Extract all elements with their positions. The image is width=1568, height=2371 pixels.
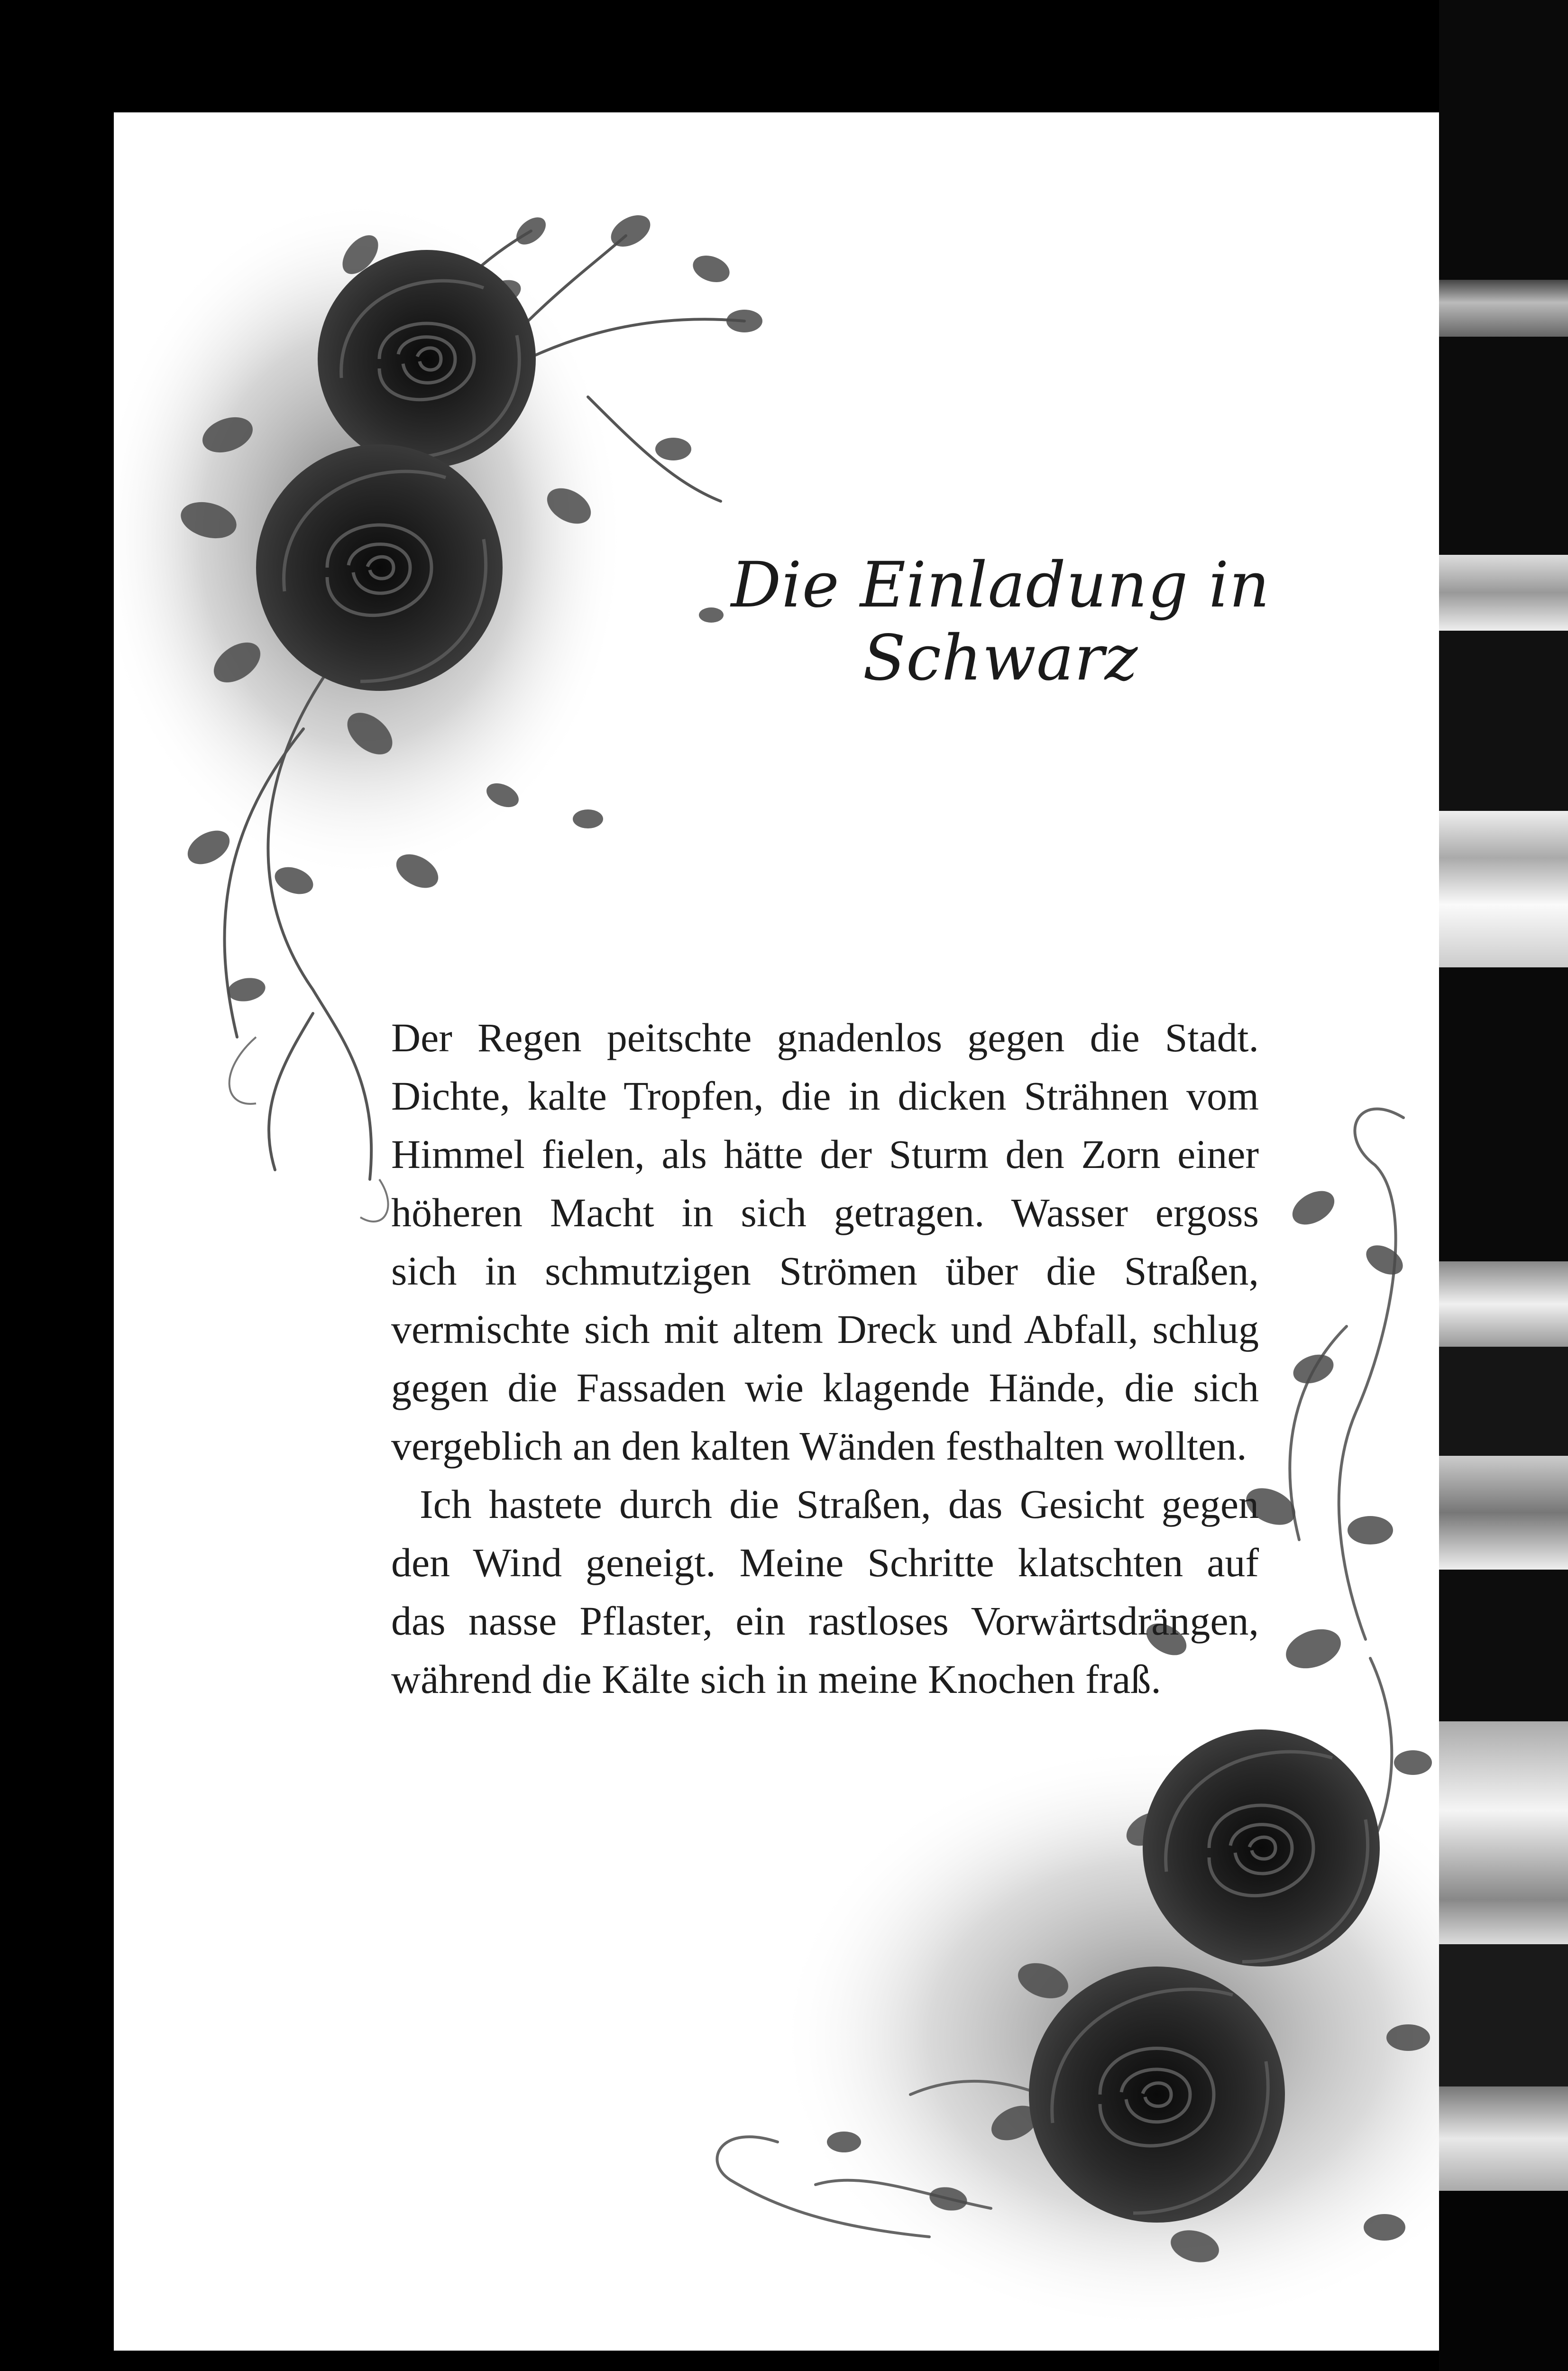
rose-icon xyxy=(1143,1729,1380,1967)
paragraph xyxy=(391,1009,1259,1475)
text-line: höheren Macht in sich getragen. Wasser ergoss xyxy=(391,1190,1259,1235)
paragraph xyxy=(391,1475,1259,1709)
text-line: Himmel fielen, als hätte der Sturm den Zorn einer xyxy=(391,1131,1259,1177)
text-line: vergeblich an den kalten Wänden festhalten wollten. xyxy=(391,1423,1247,1469)
book-page xyxy=(114,112,1439,2351)
text-line: Der Regen peitschte gnadenlos gegen die Stadt. xyxy=(391,1015,1259,1060)
text-line: sich in schmutzigen Strömen über die Straßen, xyxy=(391,1248,1259,1294)
rose-icon xyxy=(318,250,536,468)
text-line: gegen die Fassaden wie klagende Hände, die sich xyxy=(391,1365,1259,1410)
chapter-body xyxy=(391,1009,1259,1709)
text-line: vermischte sich mit altem Dreck und Abfall, schlug xyxy=(391,1306,1259,1352)
rose-icon xyxy=(256,444,503,691)
text-line: das nasse Pflaster, ein rastloses Vorwärtsdrängen, xyxy=(391,1598,1259,1644)
text-line: während die Kälte sich in meine Knochen fraß. xyxy=(391,1656,1161,1702)
edge-stripes xyxy=(1439,0,1568,2371)
text-line: Ich hastete durch die Straßen, das Gesicht gegen xyxy=(420,1481,1259,1527)
text-line: den Wind geneigt. Meine Schritte klatschten auf xyxy=(391,1540,1259,1585)
rose-icon xyxy=(1029,1967,1285,2223)
text-line: Dichte, kalte Tropfen, die in dicken Strähnen vom xyxy=(391,1073,1259,1119)
chapter-title: Die Einladung in Schwarz xyxy=(731,549,1270,695)
